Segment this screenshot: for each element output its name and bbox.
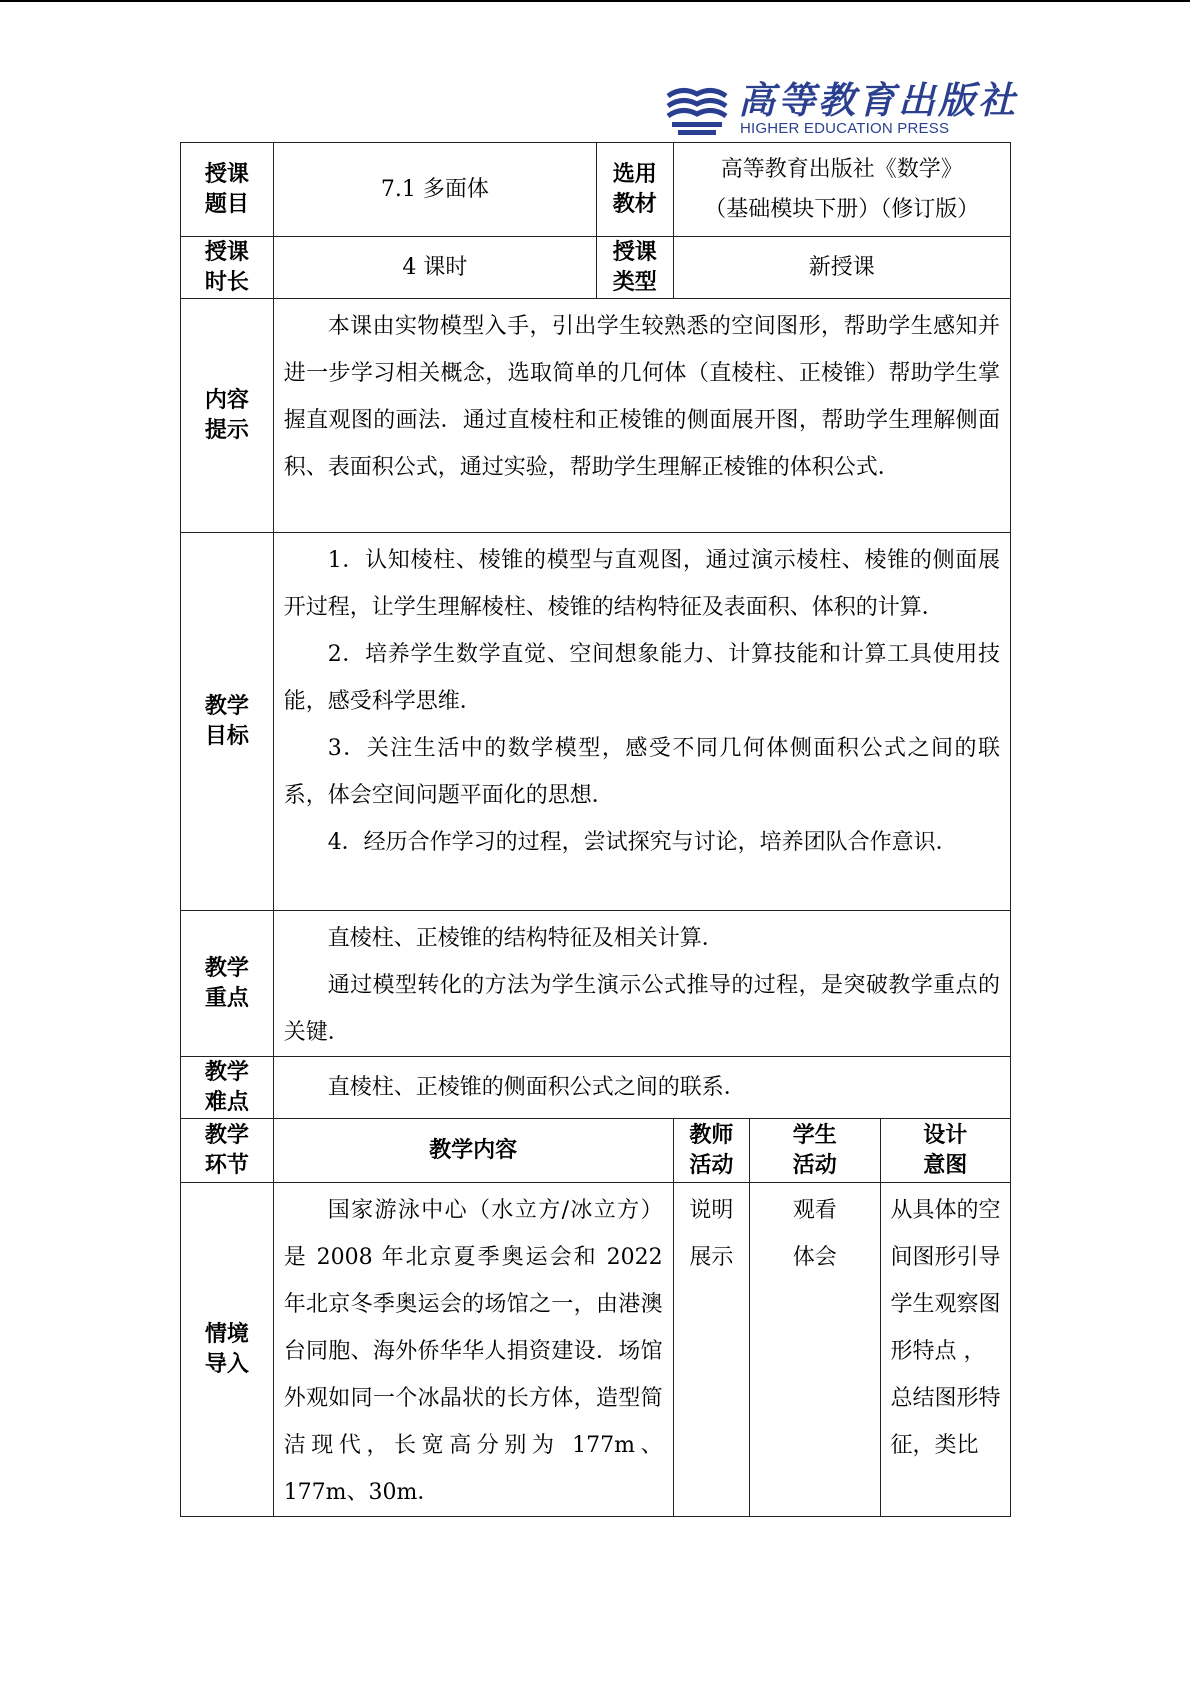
label-topic: 授课 题目 — [181, 143, 274, 237]
row-stage-intro — [181, 1183, 1011, 1517]
row-key-points — [181, 911, 1011, 1057]
row-difficulties — [181, 1057, 1011, 1119]
label-duration: 授课 时长 — [181, 237, 274, 299]
row-topic — [181, 143, 1011, 237]
header-design: 设计 意图 — [880, 1119, 1010, 1183]
objective-item: 2．培养学生数学直觉、空间想象能力、计算技能和计算工具使用技能，感受科学思维． — [283, 642, 1000, 714]
label-type: 授课 类型 — [597, 237, 674, 299]
objective-item: 1．认知棱柱、棱锥的模型与直观图，通过演示棱柱、棱锥的侧面展开过程，让学生理解棱柱、棱锥的结构特征及表面积、体积的计算． — [283, 548, 1000, 620]
label-stage-intro: 情境 导入 — [181, 1183, 274, 1517]
label-textbook: 选用 教材 — [597, 143, 674, 237]
difficulties-cell — [273, 1057, 1010, 1119]
publisher-name-cn: 高等教育出版社 — [738, 78, 1018, 122]
row-objectives — [181, 533, 1011, 911]
row-duration — [181, 237, 1011, 299]
publisher-logo — [664, 78, 1018, 140]
label-key-points: 教学 重点 — [181, 911, 274, 1057]
publisher-logo-icon — [664, 82, 730, 138]
stage-intro-text: 国家游泳中心（水立方/冰立方）是 2008 年北京夏季奥运会和 2022 年北京冬季奥运会的场馆之一，由港澳台同胞、海外侨华华人捐资建设．场馆外观如同一个冰晶状的长方体，造型简洁现代，长宽高分别为 177m、177m、30m． — [283, 1198, 663, 1505]
stage-intro-teacher: 说明 展示 — [673, 1183, 750, 1517]
page-top-rule — [0, 0, 1190, 2]
label-difficulties: 教学 难点 — [181, 1057, 274, 1119]
textbook-line1: 高等教育出版社《数学》 — [720, 156, 963, 182]
objective-item: 3．关注生活中的数学模型，感受不同几何体侧面积公式之间的联系，体会空间问题平面化的思想． — [283, 736, 1000, 808]
header-stage: 教学 环节 — [181, 1119, 274, 1183]
type-value: 新授课 — [673, 237, 1010, 299]
difficulties-text: 直棱柱、正棱锥的侧面积公式之间的联系． — [327, 1074, 746, 1100]
stage-intro-design: 从具体的空间图形引导学生观察图形特点 ，总结图形特征，类比 — [880, 1183, 1010, 1517]
objective-item: 4．经历合作学习的过程，尝试探究与讨论，培养团队合作意识． — [327, 830, 958, 855]
topic-value: 7.1 多面体 — [273, 143, 596, 237]
content-hint-text: 本课由实物模型入手，引出学生较熟悉的空间图形，帮助学生感知并进一步学习相关概念，选取简单的几何体（直棱柱、正棱锥）帮助学生掌握直观图的画法．通过直棱柱和正棱锥的侧面展开图，帮助学生理解侧面积、表面积公式，通过实验，帮助学生理解正棱锥的体积公式． — [283, 314, 1000, 480]
header-teacher: 教师 活动 — [673, 1119, 750, 1183]
stage-intro-content — [273, 1183, 673, 1517]
key-point-item: 通过模型转化的方法为学生演示公式推导的过程，是突破教学重点的关键． — [283, 973, 1000, 1045]
key-point-item: 直棱柱、正棱锥的结构特征及相关计算． — [327, 926, 724, 951]
publisher-name-en: HIGHER EDUCATION PRESS — [740, 120, 950, 137]
row-content-hint — [181, 299, 1011, 533]
header-student: 学生 活动 — [750, 1119, 880, 1183]
label-objectives: 教学 目标 — [181, 533, 274, 911]
textbook-value — [673, 143, 1010, 237]
textbook-line2: （基础模块下册）（修订版） — [704, 196, 980, 222]
header-content: 教学内容 — [273, 1119, 673, 1183]
row-process-header — [181, 1119, 1011, 1183]
duration-value: 4 课时 — [273, 237, 596, 299]
lesson-plan-table — [180, 142, 1011, 1517]
content-hint-cell — [273, 299, 1010, 533]
stage-intro-student: 观看 体会 — [750, 1183, 880, 1517]
key-points-cell — [273, 911, 1010, 1057]
label-content-hint: 内容 提示 — [181, 299, 274, 533]
objectives-cell — [273, 533, 1010, 911]
